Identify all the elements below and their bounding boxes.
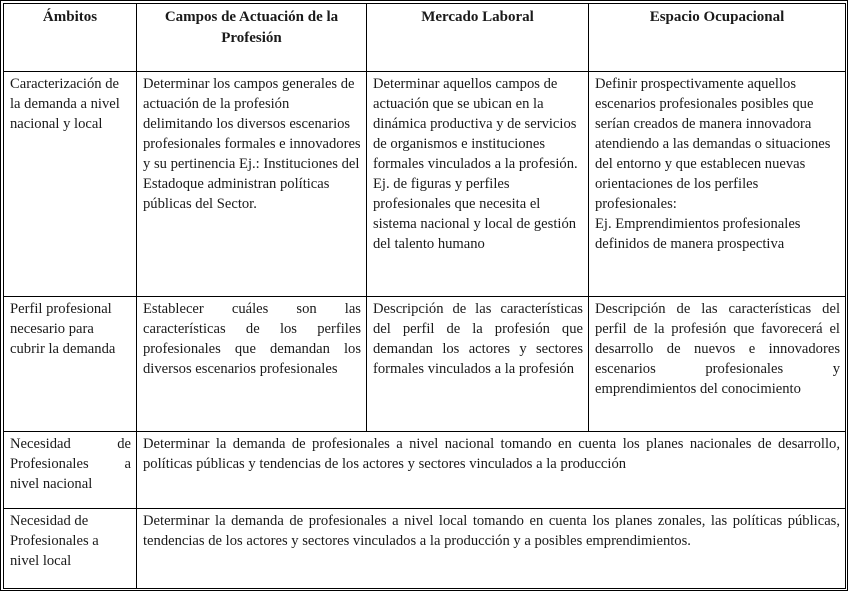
row4-ambito: Necesidad de Profesionales a nivel local xyxy=(4,509,137,589)
row2-ambito: Perfil profesional necesario para cubrir la demanda xyxy=(4,297,137,432)
row1-campos: Determinar los campos generales de actuación de la profesión delimitando los diversos escenarios profesionales formales e innovadores y su pertinencia Ej.: Instituciones del Estadoque administran políticas públicas del Sector. xyxy=(137,72,367,297)
header-ambitos: Ámbitos xyxy=(4,4,137,72)
row1-espacio: Definir prospectivamente aquellos escenarios profesionales posibles que serían creados de manera innovadora atendiendo a las demandas o situaciones del entorno y que establecen nuevas orientaciones de los perfiles profesionales: Ej. Emprendimientos profesionales definidos de manera prospectiva xyxy=(589,72,846,297)
header-mercado: Mercado Laboral xyxy=(367,4,589,72)
row3-merged: Determinar la demanda de profesionales a nivel nacional tomando en cuenta los planes nacionales de desarrollo, políticas públicas y tendencias de los actores y sectores vinculados a la producción xyxy=(137,432,846,509)
row2-campos: Establecer cuáles son las características de los perfiles profesionales que demandan los diversos escenarios profesionales xyxy=(137,297,367,432)
row2-espacio: Descripción de las características del perfil de la profesión que favorecerá el desarrollo de nuevos e innovadores escenarios profesionales y emprendimientos del conocimiento xyxy=(589,297,846,432)
table-row xyxy=(4,509,846,589)
table-row xyxy=(4,72,846,297)
ambitos-table xyxy=(3,3,846,589)
row4-merged: Determinar la demanda de profesionales a nivel local tomando en cuenta los planes zonales, las políticas públicas, tendencias de los actores y sectores vinculados a la producción y a posibles emprendimientos. xyxy=(137,509,846,589)
row2-mercado: Descripción de las características del perfil de la profesión que demandan los actores y sectores formales vinculados a la profesión xyxy=(367,297,589,432)
row1-mercado: Determinar aquellos campos de actuación que se ubican en la dinámica productiva y de servicios de organismos e instituciones formales vinculados a la profesión. Ej. de figuras y perfiles profesionales que necesita el sistema nacional y local de gestión del talento humano xyxy=(367,72,589,297)
header-row xyxy=(4,4,846,72)
row1-ambito: Caracterización de la demanda a nivel nacional y local xyxy=(4,72,137,297)
table-row xyxy=(4,432,846,509)
header-espacio: Espacio Ocupacional xyxy=(589,4,846,72)
row3-ambito: Necesidad de Profesionales a nivel nacional xyxy=(4,432,137,509)
header-campos: Campos de Actuación de la Profesión xyxy=(137,4,367,72)
table-row xyxy=(4,297,846,432)
